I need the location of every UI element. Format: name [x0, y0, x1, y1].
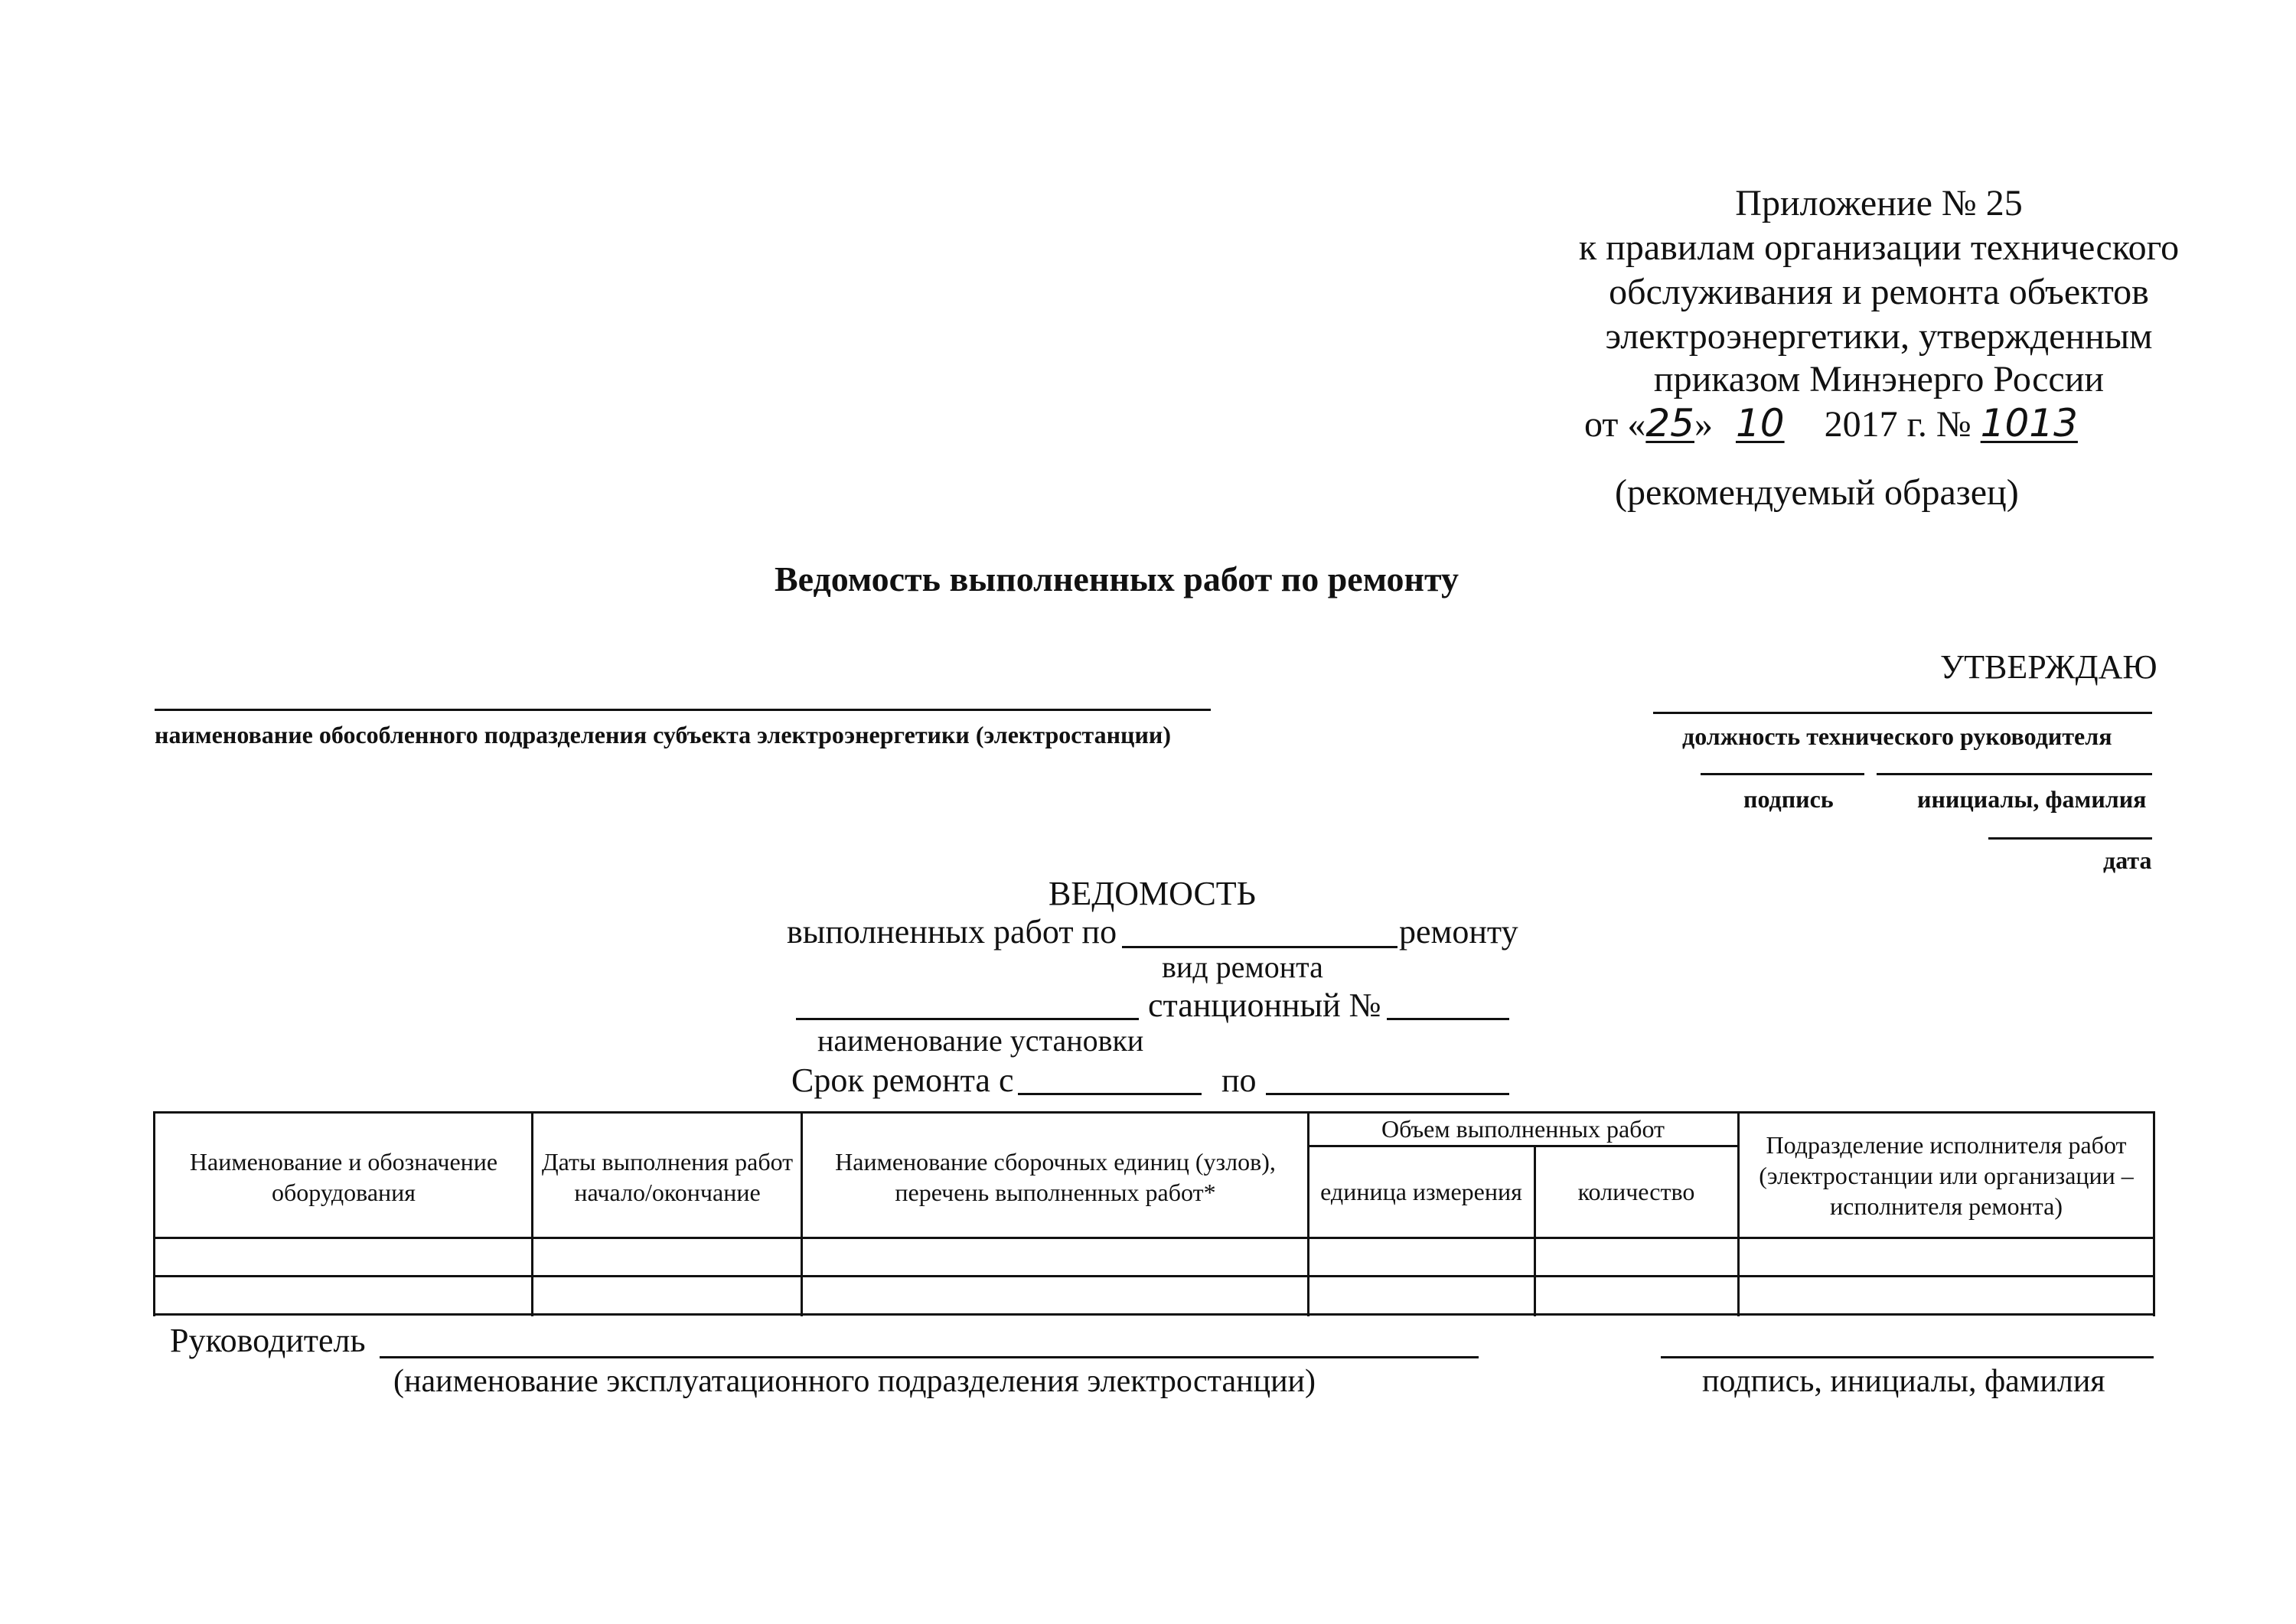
- order-year-number-label: 2017 г. №: [1824, 404, 1971, 445]
- works-prefix: выполненных работ по: [787, 913, 1117, 951]
- signature-line: [1701, 773, 1864, 775]
- appendix-order-date: [1584, 401, 2078, 445]
- header-assembly-units: Наименование сборочных единиц (узлов), перечень выполненных работ*: [835, 1148, 1276, 1206]
- manager-subdivision-line: [380, 1356, 1479, 1358]
- date-prefix: от «: [1584, 404, 1646, 445]
- recommended-sample-note: (рекомендуемый образец): [1615, 472, 2019, 513]
- header-volume-quantity: количество: [1577, 1178, 1695, 1205]
- order-day-handwritten: 25: [1645, 401, 1694, 445]
- document-title: Ведомость выполненных работ по ремонту: [775, 559, 1459, 598]
- header-equipment: Наименование и обозначение оборудования: [189, 1148, 498, 1206]
- installation-name-line: [796, 1018, 1139, 1020]
- installation-caption: наименование установки: [817, 1023, 1144, 1058]
- appendix-rules-line: электроэнергетики, утвержденным: [1605, 316, 2153, 357]
- table-row[interactable]: [153, 1277, 2153, 1313]
- order-number-handwritten: 1013: [1980, 401, 2078, 445]
- repair-type-caption: вид ремонта: [1162, 950, 1323, 984]
- station-number-line: [1387, 1018, 1509, 1020]
- period-end-line: [1266, 1093, 1509, 1095]
- repair-type-line: [1122, 946, 1397, 948]
- subdivision-name-line: [155, 709, 1211, 711]
- manager-signature-caption: подпись, инициалы, фамилия: [1702, 1364, 2105, 1399]
- appendix-number: Приложение № 25: [1735, 183, 2023, 223]
- header-dates: Даты выполнения работ начало/окончание: [541, 1148, 794, 1206]
- approval-heading: УТВЕРЖДАЮ: [1940, 648, 2157, 686]
- station-number-label: станционный №: [1148, 986, 1381, 1024]
- position-caption: должность технического руководителя: [1682, 722, 2112, 750]
- manager-subdivision-caption: (наименование эксплуатационного подразделения электростанции): [393, 1364, 1316, 1399]
- repair-period-from: Срок ремонта с: [791, 1061, 1014, 1099]
- statement-title: ВЕДОМОСТЬ: [1049, 875, 1256, 912]
- signature-caption: подпись: [1743, 785, 1834, 813]
- initials-line: [1877, 773, 2152, 775]
- position-line: [1653, 712, 2152, 714]
- date-caption: дата: [2103, 846, 2152, 874]
- table-row[interactable]: [153, 1239, 2153, 1275]
- order-month-handwritten: 10: [1735, 401, 1785, 445]
- date-line: [1988, 837, 2152, 840]
- date-quote: »: [1694, 404, 1713, 445]
- initials-caption: инициалы, фамилия: [1917, 785, 2147, 813]
- appendix-rules-line: обслуживания и ремонта объектов: [1609, 272, 2149, 312]
- manager-signature-line: [1661, 1356, 2154, 1358]
- appendix-rules-line: к правилам организации технического: [1578, 227, 2180, 268]
- table-border: [153, 1313, 2155, 1316]
- period-start-line: [1018, 1093, 1202, 1095]
- repair-period-to: по: [1221, 1061, 1257, 1099]
- header-contractor: Подразделение исполнителя работ (электростанции или организации – исполнителя ремонта): [1759, 1131, 2134, 1220]
- subdivision-caption: наименование обособленного подразделения субъекта электроэнергетики (электростанции): [155, 721, 1171, 748]
- header-volume-unit: единица измерения: [1320, 1178, 1522, 1205]
- appendix-order-line: приказом Минэнерго России: [1653, 359, 2105, 399]
- works-table: [153, 1111, 2155, 1316]
- works-suffix: ремонту: [1399, 913, 1518, 951]
- volume-group-divider: [1307, 1145, 1737, 1147]
- table-border: [2153, 1111, 2155, 1316]
- header-volume-group: Объем выполненных работ: [1381, 1115, 1665, 1143]
- manager-label: Руководитель: [170, 1322, 366, 1359]
